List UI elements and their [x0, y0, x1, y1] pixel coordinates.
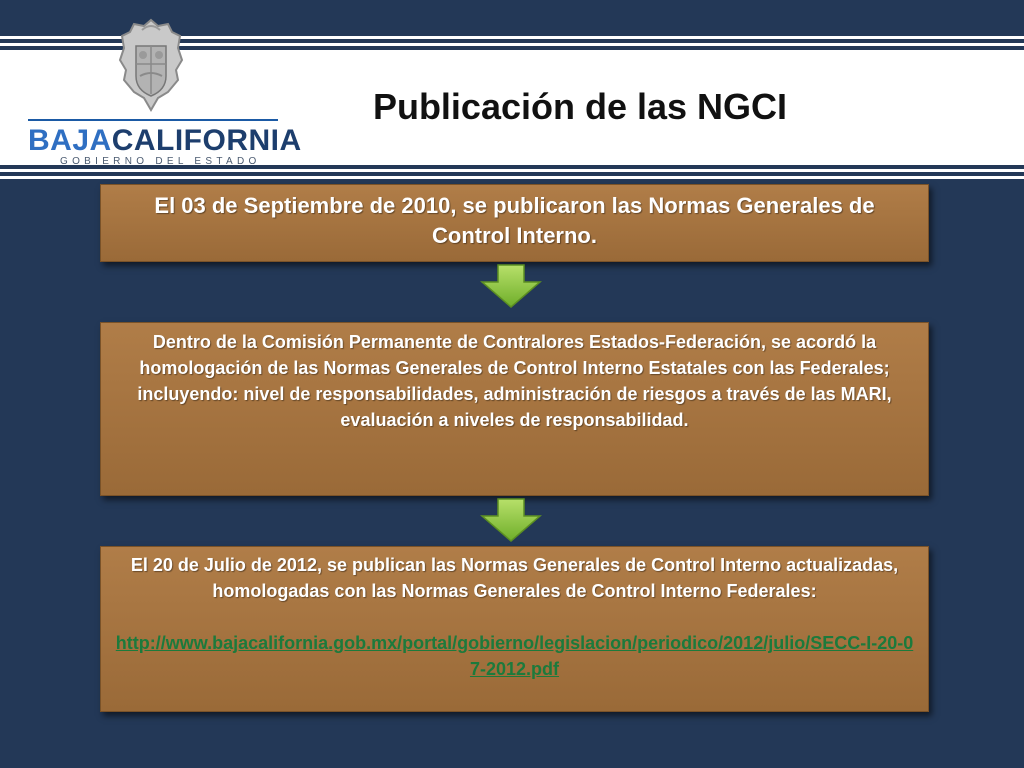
step-1-text: El 03 de Septiembre de 2010, se publicaron las Normas Generales de Control Interno. [154, 193, 875, 248]
periodico-oficial-link[interactable]: http://www.bajacalifornia.gob.mx/portal/gobierno/legislacion/periodico/2012/julio/SECC-I-20-07-2012.pdf [115, 633, 914, 679]
down-arrow-icon [480, 264, 542, 308]
step-3-text: El 20 de Julio de 2012, se publican las Normas Generales de Control Interno actualizadas, homologadas con las Normas Generales de Control Interno Federales: [130, 555, 899, 601]
down-arrow-icon [480, 498, 542, 542]
step-box-3 [100, 546, 929, 712]
state-coat-of-arms-icon [118, 18, 184, 112]
slide-title: Publicación de las NGCI [372, 86, 788, 127]
baja-california-logo [26, 18, 302, 168]
spacer [111, 604, 918, 630]
logo-word-baja: BAJA [28, 124, 112, 157]
step-box-1 [100, 184, 929, 262]
header-stripe-bottom-1 [0, 169, 1024, 172]
logo-rule [28, 119, 278, 121]
header-stripe-bottom-2 [0, 176, 1024, 179]
logo-word-california: CALIFORNIA [111, 124, 302, 157]
logo-subtitle: GOBIERNO DEL ESTADO [60, 156, 261, 167]
step-2-text: Dentro de la Comisión Permanente de Contralores Estados-Federación, se acordó la homologación de las Normas Generales de Control Interno Estatales con las Federales; incluyendo: nivel de responsabilidades, administración de riesgos a través de las MARI, evaluación a niveles de responsabilidad. [137, 332, 892, 430]
step-box-2 [100, 322, 929, 496]
logo-wordmark [28, 122, 302, 160]
